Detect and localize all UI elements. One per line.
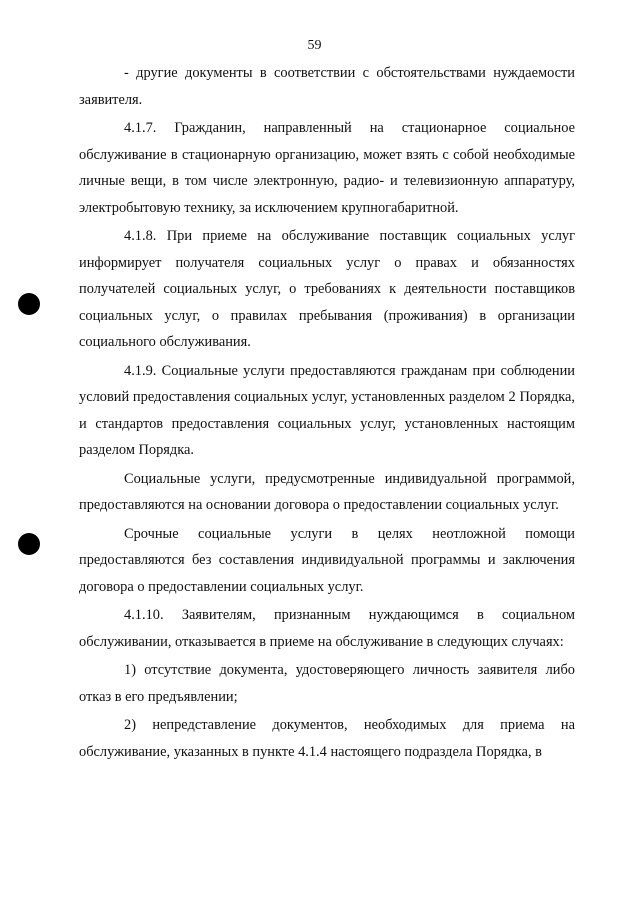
paragraph-4-1-7: 4.1.7. Гражданин, направленный на стационарное социальное обслуживание в стационарную организацию, может взять с собой необходимые личные вещи, в том числе электронную, радио- и телевизионную аппаратуру, электробытовую технику, за исключением крупногабаритной. <box>79 120 575 216</box>
paragraph-4-1-9: 4.1.9. Социальные услуги предоставляются гражданам при соблюдении условий предоставления социальных услуг, установленных разделом 2 Порядка, и стандартов предоставления социальных услуг, установленных настоящим разделом Порядка. <box>79 362 575 458</box>
list-item: 2) непредставление документов, необходимых для приема на обслуживание, указанных в пункте 4.1.4 настоящего подраздела Порядка, в <box>79 717 575 760</box>
paragraph-4-1-10: 4.1.10. Заявителям, признанным нуждающимся в социальном обслуживании, отказывается в приеме на обслуживание в следующих случаях: <box>79 607 575 650</box>
paragraph-4-1-8: 4.1.8. При приеме на обслуживание поставщик социальных услуг информирует получателя социальных услуг о правах и обязанностях получателей социальных услуг, о требованиях к деятельности поставщиков социальных услуг, о правилах пребывания (проживания) в организации социального обслуживания. <box>79 228 575 350</box>
list-item: 1) отсутствие документа, удостоверяющего личность заявителя либо отказ в его предъявлении; <box>79 662 575 705</box>
punch-hole-mark <box>18 533 40 555</box>
paragraph: Срочные социальные услуги в целях неотложной помощи предоставляются без составления индивидуальной программы и заключения договора о предоставлении социальных услуг. <box>79 525 575 595</box>
paragraph: Социальные услуги, предусмотренные индивидуальной программой, предоставляются на основании договора о предоставлении социальных услуг. <box>79 470 575 513</box>
punch-hole-mark <box>18 293 40 315</box>
page-number: 59 <box>307 38 322 53</box>
document-body <box>79 60 575 765</box>
paragraph: - другие документы в соответствии с обстоятельствами нуждаемости заявителя. <box>79 65 575 108</box>
